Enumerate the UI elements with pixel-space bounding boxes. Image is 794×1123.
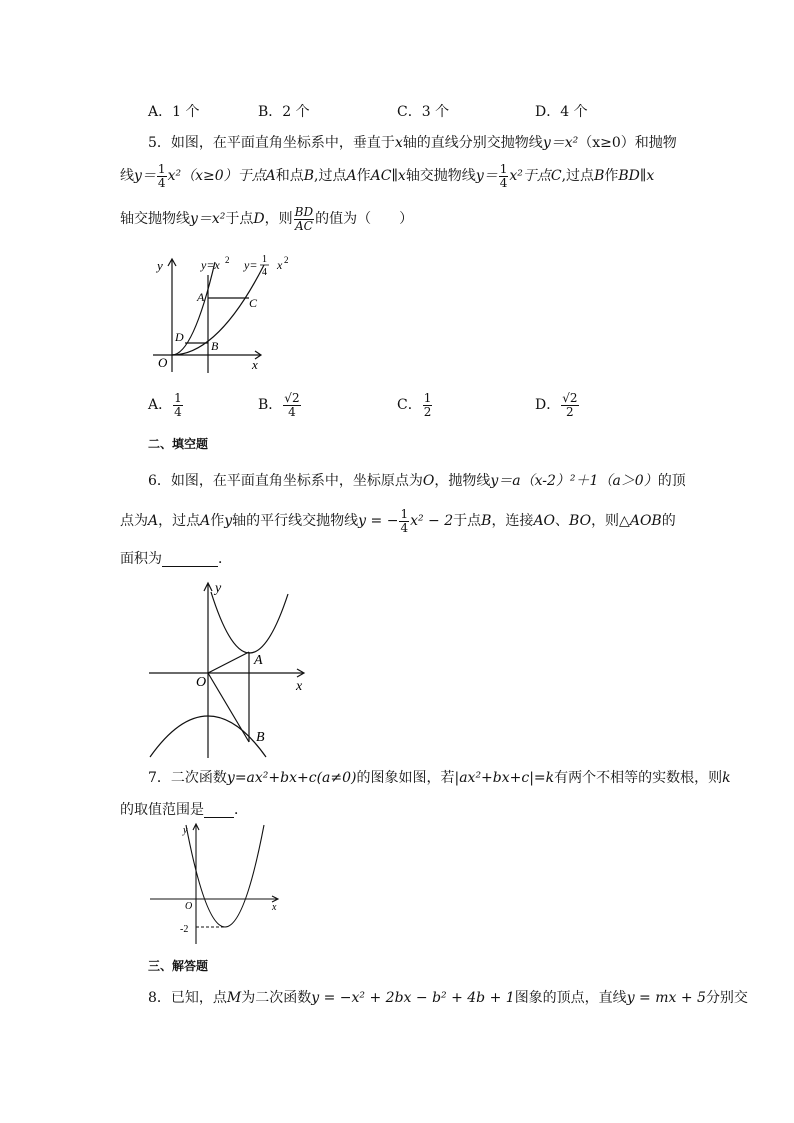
point-a: A: [254, 653, 263, 668]
point-b: B: [211, 339, 219, 353]
label-eq2-post: x: [277, 258, 283, 272]
label-eq2-exp: 2: [284, 255, 289, 265]
label-eq2-pre: y=: [244, 258, 258, 272]
q5-option-b: B． $\frac{√2}{4}$: [258, 391, 300, 419]
q5-option-c: C． $\frac{1}{2}$: [397, 391, 432, 419]
q5-line-2: 线y＝ $\frac{1}{4}$ x²（x≥0）于点A和点B,过点A作AC∥x轴交抛物线y＝ $\frac{1}{4}$ x²于点C,过点B作BD∥x: [120, 162, 655, 190]
label-x: x: [252, 357, 258, 372]
fraction-bd-ac: $\frac{BD}{AC}$: [294, 205, 314, 233]
label-y: y: [215, 581, 222, 596]
label-y: y: [157, 258, 163, 273]
fraction-one-quarter: $\frac{1}{4}$: [157, 162, 166, 190]
label-eq2-num: 1: [262, 254, 267, 265]
q7-parabola-graph: [145, 820, 285, 948]
label-y: y: [183, 825, 188, 836]
parabola-upper: [211, 592, 288, 653]
point-b: B: [256, 730, 265, 745]
label-eq1-exp: 2: [225, 255, 230, 265]
point-d: D: [175, 330, 184, 344]
answer-blank[interactable]: [162, 552, 218, 567]
label-minus-two: -2: [180, 924, 189, 935]
section-fill-in-heading: 二、填空题: [148, 437, 209, 451]
label-o: O: [185, 901, 193, 912]
q6-line-3: 面积为 ．: [120, 551, 232, 567]
section-answer-heading: 三、解答题: [148, 959, 209, 973]
answer-blank[interactable]: [204, 803, 234, 818]
q7-line-1: 7．二次函数y=ax²+bx+c(a≠0)的图象如图，若|ax²+bx+c|=k有两个不相等的实数根，则k: [148, 770, 731, 786]
point-a: A: [197, 290, 205, 304]
q6-parabola-graph: [145, 578, 315, 760]
label-o: O: [196, 675, 207, 690]
q4-option-d: D．4 个: [535, 104, 588, 120]
segment-ao: [208, 652, 249, 673]
q8-line-1: 8．已知，点M为二次函数y = −x² + 2bx − b² + 4b + 1图象的顶点，直线y = mx + 5分别交: [148, 990, 748, 1006]
point-c: C: [249, 296, 258, 310]
label-x: x: [272, 902, 277, 913]
label-x: x: [296, 679, 303, 694]
q4-option-c: C．3 个: [397, 104, 450, 120]
q4-option-b: B．2 个: [258, 104, 310, 120]
q5-option-a: A． $\frac{1}{4}$: [148, 391, 182, 419]
label-eq1: y=x: [201, 258, 220, 272]
label-eq2-den: 4: [262, 267, 267, 278]
q6-line-1: 6．如图，在平面直角坐标系中，坐标原点为O，抛物线y＝a（x-2）²＋1（a＞0）的顶: [148, 473, 686, 489]
segment-bo: [208, 673, 249, 742]
q6-line-2: 点为A，过点A作y轴的平行线交抛物线y = − $\frac{1}{4}$ x² − 2于点B，连接AO、BO，则△AOB的: [120, 507, 676, 535]
q7-line-2: 的取值范围是 ．: [120, 802, 248, 818]
q5-line-1: 5．如图，在平面直角坐标系中，垂直于x轴的直线分别交抛物线y＝x²（x≥0）和抛物: [148, 135, 677, 151]
label-o: O: [158, 355, 168, 370]
q5-option-d: D． $\frac{√2}{2}$: [535, 391, 578, 419]
parabola: [186, 825, 264, 927]
q4-option-a: A．1 个: [148, 104, 200, 120]
q5-line-3: 轴交抛物线y＝x²于点D，则 $\frac{BD}{AC}$ 的值为（ ）: [120, 205, 414, 233]
q5-parabola-graph: [145, 250, 295, 375]
